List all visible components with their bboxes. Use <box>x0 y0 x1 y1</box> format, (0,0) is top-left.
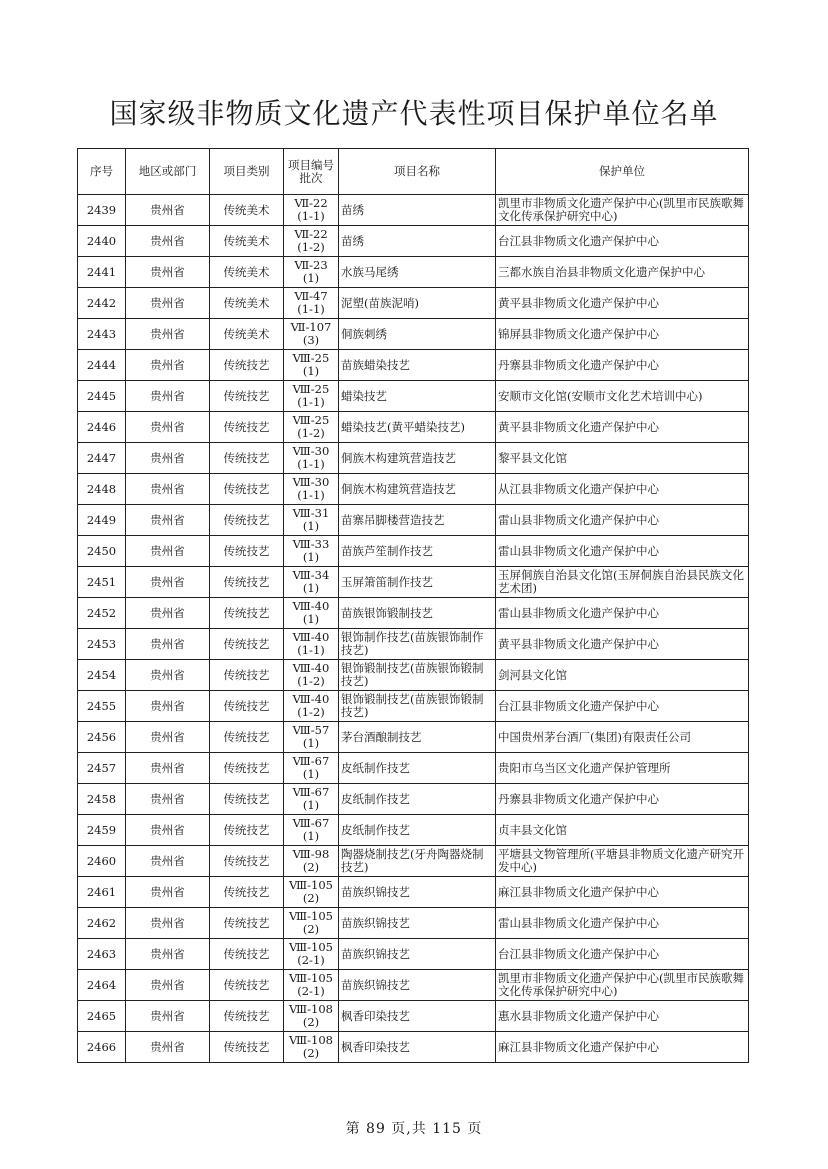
cell-no: 2446 <box>78 412 126 443</box>
cell-no: 2443 <box>78 319 126 350</box>
cell-category: 传统技艺 <box>210 1032 284 1063</box>
table-row <box>78 536 749 567</box>
code-number: Ⅷ-40 <box>292 599 330 613</box>
cell-no: 2453 <box>78 629 126 660</box>
cell-name: 苗族织锦技艺 <box>339 877 496 908</box>
cell-name: 泥塑(苗族泥哨) <box>339 288 496 319</box>
cell-code <box>284 226 339 257</box>
cell-unit: 黄平县非物质文化遗产保护中心 <box>496 629 749 660</box>
table-row <box>78 598 749 629</box>
cell-unit: 雷山县非物质文化遗产保护中心 <box>496 598 749 629</box>
cell-name: 皮纸制作技艺 <box>339 784 496 815</box>
cell-no: 2440 <box>78 226 126 257</box>
cell-code <box>284 288 339 319</box>
cell-name: 银饰锻制技艺(苗族银饰锻制技艺) <box>339 660 496 691</box>
cell-name: 侗族木构建筑营造技艺 <box>339 474 496 505</box>
cell-region: 贵州省 <box>126 722 210 753</box>
cell-no: 2457 <box>78 753 126 784</box>
code-batch: (3) <box>302 333 320 347</box>
cell-unit: 台江县非物质文化遗产保护中心 <box>496 691 749 722</box>
cell-no: 2451 <box>78 567 126 598</box>
cell-code <box>284 691 339 722</box>
table-row <box>78 846 749 877</box>
cell-code <box>284 660 339 691</box>
cell-name: 皮纸制作技艺 <box>339 815 496 846</box>
code-batch: (1) <box>302 364 320 378</box>
cell-category: 传统技艺 <box>210 660 284 691</box>
cell-category: 传统技艺 <box>210 567 284 598</box>
cell-code <box>284 443 339 474</box>
code-batch: (1-1) <box>297 488 325 502</box>
cell-name: 苗族蜡染技艺 <box>339 350 496 381</box>
cell-region: 贵州省 <box>126 629 210 660</box>
code-batch: (2) <box>302 860 320 874</box>
table-body <box>78 195 749 1063</box>
cell-code <box>284 753 339 784</box>
cell-unit: 玉屏侗族自治县文化馆(玉屏侗族自治县民族文化艺术团) <box>496 567 749 598</box>
code-batch: (1) <box>302 550 320 564</box>
code-number: Ⅷ-67 <box>292 754 330 768</box>
cell-unit: 黎平县文化馆 <box>496 443 749 474</box>
table-row <box>78 629 749 660</box>
cell-region: 贵州省 <box>126 381 210 412</box>
code-number: Ⅶ-47 <box>294 289 328 303</box>
code-number: Ⅷ-105 <box>289 971 333 985</box>
cell-code <box>284 536 339 567</box>
table-row <box>78 567 749 598</box>
cell-region: 贵州省 <box>126 970 210 1001</box>
table-row <box>78 412 749 443</box>
code-number: Ⅷ-30 <box>292 444 330 458</box>
cell-region: 贵州省 <box>126 567 210 598</box>
cell-no: 2445 <box>78 381 126 412</box>
header-code: 项目编号批次 <box>284 149 339 195</box>
code-batch: (2) <box>302 1046 320 1060</box>
code-batch: (1) <box>302 767 320 781</box>
code-number: Ⅷ-33 <box>292 537 330 551</box>
code-batch: (1-2) <box>297 705 325 719</box>
cell-name: 茅台酒酿制技艺 <box>339 722 496 753</box>
cell-no: 2454 <box>78 660 126 691</box>
code-number: Ⅷ-25 <box>292 413 330 427</box>
code-batch: (2) <box>302 891 320 905</box>
cell-code <box>284 350 339 381</box>
code-number: Ⅶ-23 <box>294 258 328 272</box>
table-row <box>78 722 749 753</box>
cell-no: 2466 <box>78 1032 126 1063</box>
code-number: Ⅷ-34 <box>292 568 330 582</box>
cell-name: 苗寨吊脚楼营造技艺 <box>339 505 496 536</box>
cell-category: 传统技艺 <box>210 1001 284 1032</box>
cell-name: 苗族银饰锻制技艺 <box>339 598 496 629</box>
table-row <box>78 257 749 288</box>
cell-category: 传统技艺 <box>210 784 284 815</box>
cell-code <box>284 629 339 660</box>
code-number: Ⅶ-107 <box>290 320 332 334</box>
cell-unit: 惠水县非物质文化遗产保护中心 <box>496 1001 749 1032</box>
cell-category: 传统技艺 <box>210 381 284 412</box>
code-number: Ⅷ-105 <box>289 878 333 892</box>
code-number: Ⅷ-108 <box>289 1033 333 1047</box>
cell-no: 2450 <box>78 536 126 567</box>
code-batch: (1) <box>302 612 320 626</box>
table-row <box>78 939 749 970</box>
table-row <box>78 381 749 412</box>
cell-category: 传统技艺 <box>210 505 284 536</box>
table-row <box>78 877 749 908</box>
code-batch: (1-1) <box>297 302 325 316</box>
code-batch: (1-2) <box>297 674 325 688</box>
cell-no: 2439 <box>78 195 126 226</box>
cell-category: 传统技艺 <box>210 629 284 660</box>
cell-code <box>284 846 339 877</box>
cell-code <box>284 722 339 753</box>
cell-unit: 从江县非物质文化遗产保护中心 <box>496 474 749 505</box>
cell-category: 传统美术 <box>210 195 284 226</box>
cell-code <box>284 815 339 846</box>
cell-region: 贵州省 <box>126 877 210 908</box>
cell-unit: 凯里市非物质文化遗产保护中心(凯里市民族歌舞文化传承保护研究中心) <box>496 195 749 226</box>
cell-unit: 黄平县非物质文化遗产保护中心 <box>496 412 749 443</box>
table-row <box>78 908 749 939</box>
cell-region: 贵州省 <box>126 319 210 350</box>
cell-unit: 雷山县非物质文化遗产保护中心 <box>496 505 749 536</box>
cell-code <box>284 939 339 970</box>
cell-code <box>284 970 339 1001</box>
table-row <box>78 226 749 257</box>
cell-code <box>284 412 339 443</box>
code-number: Ⅷ-105 <box>289 909 333 923</box>
cell-name: 蜡染技艺(黄平蜡染技艺) <box>339 412 496 443</box>
cell-unit: 贵阳市乌当区文化遗产保护管理所 <box>496 753 749 784</box>
cell-region: 贵州省 <box>126 474 210 505</box>
code-number: Ⅷ-98 <box>292 847 330 861</box>
table-row <box>78 1032 749 1063</box>
cell-unit: 雷山县非物质文化遗产保护中心 <box>496 908 749 939</box>
code-number: Ⅷ-25 <box>292 382 330 396</box>
cell-no: 2463 <box>78 939 126 970</box>
table-row <box>78 660 749 691</box>
cell-code <box>284 784 339 815</box>
cell-code <box>284 381 339 412</box>
table-row <box>78 443 749 474</box>
cell-code <box>284 257 339 288</box>
cell-category: 传统技艺 <box>210 443 284 474</box>
code-batch: (1) <box>302 829 320 843</box>
cell-unit: 剑河县文化馆 <box>496 660 749 691</box>
cell-unit: 丹寨县非物质文化遗产保护中心 <box>496 784 749 815</box>
code-batch: (1-1) <box>297 457 325 471</box>
code-number: Ⅷ-30 <box>292 475 330 489</box>
cell-name: 蜡染技艺 <box>339 381 496 412</box>
code-number: Ⅷ-108 <box>289 1002 333 1016</box>
cell-unit: 锦屏县非物质文化遗产保护中心 <box>496 319 749 350</box>
cell-name: 苗族芦笙制作技艺 <box>339 536 496 567</box>
cell-category: 传统技艺 <box>210 970 284 1001</box>
cell-code <box>284 908 339 939</box>
code-number: Ⅷ-40 <box>292 630 330 644</box>
cell-no: 2441 <box>78 257 126 288</box>
cell-no: 2455 <box>78 691 126 722</box>
cell-unit: 黄平县非物质文化遗产保护中心 <box>496 288 749 319</box>
cell-unit: 贞丰县文化馆 <box>496 815 749 846</box>
cell-no: 2444 <box>78 350 126 381</box>
cell-region: 贵州省 <box>126 257 210 288</box>
cell-category: 传统技艺 <box>210 536 284 567</box>
code-number: Ⅷ-67 <box>292 816 330 830</box>
header-unit: 保护单位 <box>496 149 749 195</box>
cell-region: 贵州省 <box>126 350 210 381</box>
cell-region: 贵州省 <box>126 784 210 815</box>
cell-no: 2456 <box>78 722 126 753</box>
cell-region: 贵州省 <box>126 195 210 226</box>
cell-unit: 雷山县非物质文化遗产保护中心 <box>496 536 749 567</box>
cell-no: 2459 <box>78 815 126 846</box>
cell-no: 2460 <box>78 846 126 877</box>
cell-category: 传统技艺 <box>210 598 284 629</box>
cell-no: 2447 <box>78 443 126 474</box>
cell-unit: 麻江县非物质文化遗产保护中心 <box>496 877 749 908</box>
table-row <box>78 474 749 505</box>
cell-name: 苗族织锦技艺 <box>339 939 496 970</box>
cell-code <box>284 877 339 908</box>
code-batch: (2) <box>302 922 320 936</box>
cell-unit: 麻江县非物质文化遗产保护中心 <box>496 1032 749 1063</box>
cell-no: 2464 <box>78 970 126 1001</box>
cell-region: 贵州省 <box>126 412 210 443</box>
cell-name: 枫香印染技艺 <box>339 1032 496 1063</box>
cell-no: 2461 <box>78 877 126 908</box>
cell-code <box>284 474 339 505</box>
cell-code <box>284 1001 339 1032</box>
cell-category: 传统技艺 <box>210 908 284 939</box>
table-row <box>78 350 749 381</box>
cell-name: 水族马尾绣 <box>339 257 496 288</box>
code-batch: (1-2) <box>297 240 325 254</box>
cell-unit: 丹寨县非物质文化遗产保护中心 <box>496 350 749 381</box>
cell-region: 贵州省 <box>126 443 210 474</box>
cell-region: 贵州省 <box>126 939 210 970</box>
table-header-row <box>78 149 749 195</box>
cell-code <box>284 505 339 536</box>
cell-unit: 安顺市文化馆(安顺市文化艺术培训中心) <box>496 381 749 412</box>
cell-region: 贵州省 <box>126 660 210 691</box>
code-batch: (1-1) <box>297 209 325 223</box>
table-row <box>78 319 749 350</box>
cell-unit: 凯里市非物质文化遗产保护中心(凯里市民族歌舞文化传承保护研究中心) <box>496 970 749 1001</box>
cell-name: 侗族刺绣 <box>339 319 496 350</box>
header-category: 项目类别 <box>210 149 284 195</box>
cell-region: 贵州省 <box>126 691 210 722</box>
cell-category: 传统技艺 <box>210 474 284 505</box>
cell-name: 玉屏箫笛制作技艺 <box>339 567 496 598</box>
cell-unit: 台江县非物质文化遗产保护中心 <box>496 939 749 970</box>
cell-region: 贵州省 <box>126 598 210 629</box>
code-batch: (2-1) <box>297 953 325 967</box>
cell-region: 贵州省 <box>126 288 210 319</box>
cell-code <box>284 319 339 350</box>
code-number: Ⅷ-57 <box>292 723 330 737</box>
cell-unit: 平塘县文物管理所(平塘县非物质文化遗产研究开发中心) <box>496 846 749 877</box>
cell-region: 贵州省 <box>126 908 210 939</box>
cell-category: 传统技艺 <box>210 877 284 908</box>
table-row <box>78 970 749 1001</box>
cell-category: 传统美术 <box>210 319 284 350</box>
cell-category: 传统技艺 <box>210 350 284 381</box>
cell-no: 2442 <box>78 288 126 319</box>
cell-name: 苗绣 <box>339 226 496 257</box>
code-batch: (2) <box>302 1015 320 1029</box>
cell-category: 传统美术 <box>210 288 284 319</box>
header-no: 序号 <box>78 149 126 195</box>
cell-region: 贵州省 <box>126 1001 210 1032</box>
cell-name: 苗绣 <box>339 195 496 226</box>
cell-region: 贵州省 <box>126 536 210 567</box>
cell-name: 苗族织锦技艺 <box>339 908 496 939</box>
cell-region: 贵州省 <box>126 753 210 784</box>
cell-no: 2462 <box>78 908 126 939</box>
cell-no: 2452 <box>78 598 126 629</box>
cell-no: 2458 <box>78 784 126 815</box>
cell-code <box>284 598 339 629</box>
code-number: Ⅷ-40 <box>292 661 330 675</box>
code-number: Ⅶ-22 <box>294 227 328 241</box>
code-number: Ⅷ-31 <box>292 506 330 520</box>
cell-category: 传统技艺 <box>210 412 284 443</box>
code-batch: (1) <box>302 271 320 285</box>
cell-unit: 台江县非物质文化遗产保护中心 <box>496 226 749 257</box>
code-number: Ⅷ-25 <box>292 351 330 365</box>
code-number: Ⅷ-67 <box>292 785 330 799</box>
code-batch: (1-1) <box>297 643 325 657</box>
cell-no: 2448 <box>78 474 126 505</box>
code-batch: (1) <box>302 519 320 533</box>
code-batch: (1) <box>302 798 320 812</box>
cell-name: 枫香印染技艺 <box>339 1001 496 1032</box>
table-row <box>78 288 749 319</box>
table-row <box>78 753 749 784</box>
cell-code <box>284 567 339 598</box>
table-row <box>78 691 749 722</box>
code-batch: (1-2) <box>297 426 325 440</box>
header-name: 项目名称 <box>339 149 496 195</box>
code-batch: (2-1) <box>297 984 325 998</box>
cell-name: 皮纸制作技艺 <box>339 753 496 784</box>
code-number: Ⅷ-40 <box>292 692 330 706</box>
cell-name: 银饰锻制技艺(苗族银饰锻制技艺) <box>339 691 496 722</box>
table-row <box>78 784 749 815</box>
header-region: 地区或部门 <box>126 149 210 195</box>
page-title: 国家级非物质文化遗产代表性项目保护单位名单 <box>109 97 719 130</box>
cell-category: 传统技艺 <box>210 939 284 970</box>
cell-no: 2465 <box>78 1001 126 1032</box>
cell-name: 银饰制作技艺(苗族银饰制作技艺) <box>339 629 496 660</box>
table-row <box>78 815 749 846</box>
cell-region: 贵州省 <box>126 815 210 846</box>
cell-code <box>284 195 339 226</box>
cell-name: 侗族木构建筑营造技艺 <box>339 443 496 474</box>
cell-unit: 三都水族自治县非物质文化遗产保护中心 <box>496 257 749 288</box>
heritage-table <box>77 148 749 1063</box>
cell-region: 贵州省 <box>126 1032 210 1063</box>
cell-category: 传统美术 <box>210 257 284 288</box>
cell-category: 传统技艺 <box>210 815 284 846</box>
cell-code <box>284 1032 339 1063</box>
cell-region: 贵州省 <box>126 846 210 877</box>
page-footer: 第 89 页,共 115 页 <box>345 1121 483 1137</box>
table-row <box>78 505 749 536</box>
cell-category: 传统技艺 <box>210 691 284 722</box>
cell-no: 2449 <box>78 505 126 536</box>
cell-category: 传统美术 <box>210 226 284 257</box>
cell-name: 苗族织锦技艺 <box>339 970 496 1001</box>
table-row <box>78 1001 749 1032</box>
table-row <box>78 195 749 226</box>
code-batch: (1) <box>302 581 320 595</box>
cell-category: 传统技艺 <box>210 722 284 753</box>
code-batch: (1-1) <box>297 395 325 409</box>
cell-category: 传统技艺 <box>210 753 284 784</box>
cell-unit: 中国贵州茅台酒厂(集团)有限责任公司 <box>496 722 749 753</box>
cell-region: 贵州省 <box>126 505 210 536</box>
code-number: Ⅶ-22 <box>294 196 328 210</box>
code-number: Ⅷ-105 <box>289 940 333 954</box>
code-batch: (1) <box>302 736 320 750</box>
cell-region: 贵州省 <box>126 226 210 257</box>
cell-name: 陶器烧制技艺(牙舟陶器烧制技艺) <box>339 846 496 877</box>
cell-category: 传统技艺 <box>210 846 284 877</box>
